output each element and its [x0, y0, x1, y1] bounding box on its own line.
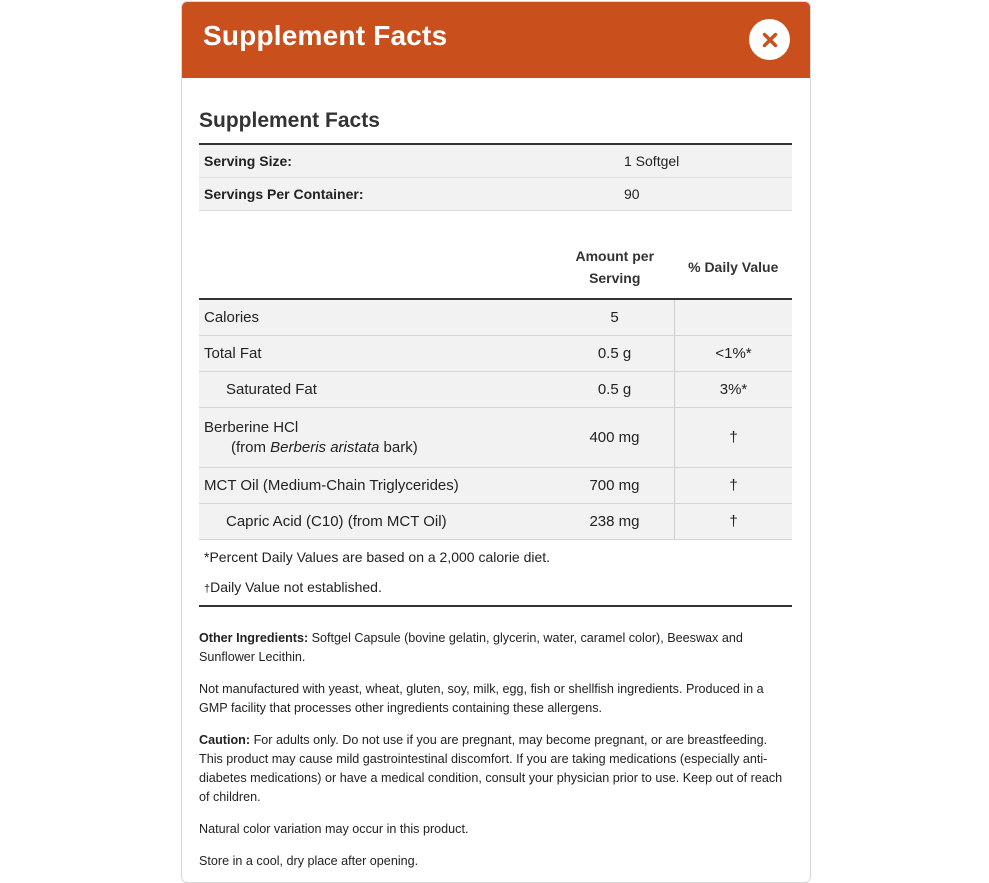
not-established-text: Daily Value not established. — [210, 579, 382, 595]
table-row — [199, 504, 792, 540]
nutrient-name: Total Fat — [199, 336, 555, 372]
table-row — [199, 372, 792, 408]
nutrient-amount: 400 mg — [555, 408, 675, 468]
nutrient-amount: 0.5 g — [555, 372, 675, 408]
modal-body — [182, 109, 810, 871]
nutrient-amount: 700 mg — [555, 468, 675, 504]
footnotes — [199, 540, 792, 607]
product-notes — [199, 629, 792, 871]
servings-per-container-value: 90 — [619, 178, 792, 211]
caution-label: Caution: — [199, 733, 251, 747]
nutrient-name: Calories — [199, 299, 555, 336]
close-button[interactable] — [749, 19, 790, 60]
supplement-facts-modal — [181, 1, 811, 883]
storage-note: Store in a cool, dry place after opening. — [199, 854, 419, 868]
allergen-statement: Not manufactured with yeast, wheat, gluten, soy, milk, egg, fish or shellfish ingredients. Produced in a GMP facility that processes other ingredients containing these allergens. — [199, 682, 764, 715]
table-row — [199, 408, 792, 468]
other-ingredients — [199, 629, 792, 667]
nutrient-source — [204, 439, 550, 456]
close-icon — [762, 32, 778, 48]
modal-title: Supplement Facts — [203, 20, 448, 51]
table-row — [199, 468, 792, 504]
nutrient-daily-value: 3%* — [675, 372, 793, 408]
nutrient-amount: 238 mg — [555, 504, 675, 540]
nutrient-daily-value — [675, 299, 793, 336]
nutrient-source-prefix: (from — [231, 439, 271, 456]
amount-column-header — [555, 235, 675, 299]
dagger-symbol: † — [204, 583, 211, 595]
serving-table — [199, 145, 792, 211]
not-established-footnote — [199, 565, 792, 595]
serving-size-row — [199, 145, 792, 178]
amount-header-line2: Serving — [589, 269, 641, 286]
servings-per-container-row — [199, 178, 792, 211]
amount-header-line1: Amount per — [575, 247, 655, 264]
modal-header — [182, 2, 810, 78]
nutrient-daily-value: <1%* — [675, 336, 793, 372]
daily-value-column-header: % Daily Value — [675, 235, 793, 299]
nutrient-source-suffix: bark) — [379, 439, 418, 456]
facts-title: Supplement Facts — [199, 109, 792, 145]
color-variation-note: Natural color variation may occur in this product. — [199, 822, 469, 836]
caution-text: For adults only. Do not use if you are pregnant, may become pregnant, or are breastfeeding. This product may cause mild gastrointestinal discomfort. If you are taking medications (especially anti-diabetes medications) or have a medical condition, consult your physician prior to use. Keep out of reach of children. — [199, 733, 783, 804]
nutrient-name: Saturated Fat — [199, 372, 555, 408]
daily-value-footnote: *Percent Daily Values are based on a 2,000 calorie diet. — [204, 549, 551, 565]
servings-per-container-label: Servings Per Container: — [199, 178, 619, 211]
nutrient-name-cell — [199, 408, 555, 468]
other-ingredients-text: Softgel Capsule (bovine gelatin, glycerin, water, caramel color), Beeswax and Sunflower Lecithin. — [199, 631, 743, 664]
nutrient-header-row — [199, 235, 792, 299]
nutrient-daily-value: † — [675, 504, 793, 540]
other-ingredients-label: Other Ingredients: — [199, 631, 309, 645]
nutrient-amount: 0.5 g — [555, 336, 675, 372]
serving-size-value: 1 Softgel — [619, 145, 792, 178]
nutrient-amount: 5 — [555, 299, 675, 336]
nutrient-daily-value: † — [675, 408, 793, 468]
caution-statement — [199, 731, 792, 807]
nutrient-name: Berberine HCl — [204, 419, 299, 436]
table-row — [199, 299, 792, 336]
nutrient-daily-value: † — [675, 468, 793, 504]
nutrient-name: Capric Acid (C10) (from MCT Oil) — [199, 504, 555, 540]
serving-size-label: Serving Size: — [199, 145, 619, 178]
nutrient-column-header — [199, 235, 555, 299]
table-row — [199, 336, 792, 372]
nutrient-source-species: Berberis aristata — [270, 439, 380, 456]
nutrient-name: MCT Oil (Medium-Chain Triglycerides) — [199, 468, 555, 504]
nutrient-table — [199, 235, 792, 540]
